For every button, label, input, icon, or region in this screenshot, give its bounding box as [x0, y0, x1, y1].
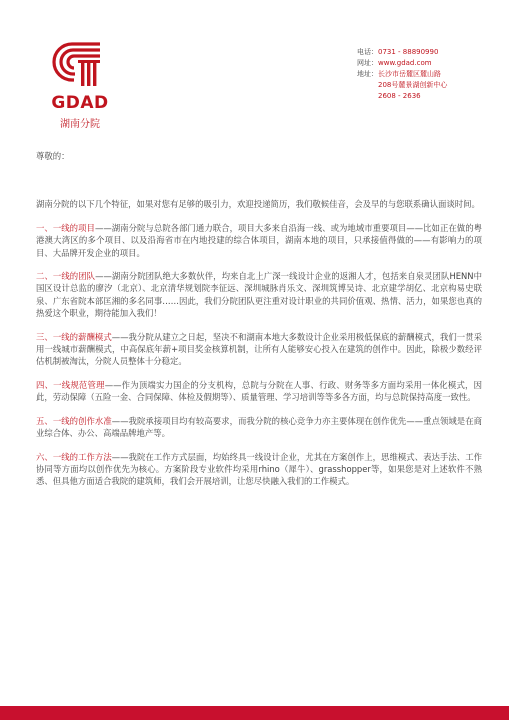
contact-info — [357, 47, 447, 102]
logo-subtitle: 湖南分院 — [60, 119, 100, 130]
paragraph-1: 一、一线的项目——湖南分院与总院各部门通力联合，项目大多来自沿海一线、或为地域市重要项目——比如正在做的粤港澳大湾区的多个项目、以及沿海省市在内地投建的综合体项目，湖南本地的项目，只承接值得做的——有影响力的项目、大品牌开发企业的项目。 — [36, 222, 483, 258]
paragraph-5: 五、一线的创作水准——我院承接项目均有较高要求，而我分院的核心竞争力亦主要体现在创作优先——重点领域是在商业综合体、办公、高端品牌地产等。 — [36, 415, 483, 439]
contact-phone: 电话：0731 - 88890990 — [357, 48, 439, 56]
gdad-logo — [40, 38, 120, 130]
paragraph-2: 二、一线的团队——湖南分院团队绝大多数伙伴，均来自北上广深一线设计企业的返湘人才，包括来自泉灵团队HENN中国区设计总监的廖汐（北京）、北京清华规划院李征远、深圳城脉肖乐文、深圳筑博吴诗、北京建学胡亿、北京构易史联泉、广东省院本部匡湘的多名同事……因此，我们分院团队更注重对设计职业的共同价值观、热情、活力，如果您也真的热爱这个职业，期待能加入我们！ — [36, 271, 482, 319]
gdad-logo-mark-icon — [50, 38, 106, 88]
paragraph-6: 六、一线的工作方法——我院在工作方式层面，均始终具一线设计企业，尤其在方案创作上，思维模式、表达手法、工作协同等方面均以创作优先为核心。方案阶段专业软件均采用rhino（犀牛）、grasshopper等，如果您是对上述软件不熟悉、但具他方面适合我院的建筑师，我们会开展培训，让您尽快融入我们的工作模式。 — [36, 451, 482, 487]
contact-address-line2: 208号麓景湖创新中心 — [378, 81, 448, 89]
paragraph-4: 四、一线规范管理——作为顶端实力国企的分支机构，总院与分院在人事、行政、财务等多方面均采用一体化模式，因此，劳动保障（五险一金、合同保障、体检及假期等）、质量管理、学习培训等等多各方面，均与总院保持高度一致性。 — [36, 379, 483, 403]
logo-wordmark: GDAD — [51, 93, 109, 113]
letter-body — [36, 150, 482, 499]
salutation: 尊敬的： — [36, 151, 70, 161]
intro-paragraph: 湖南分院的以下几个特征，如果对您有足够的吸引力，欢迎投递简历，我们敬候佳音，会及早的与您联系确认面谈时间。 — [36, 199, 480, 210]
paragraph-3: 三、一线的薪酬模式——我分院从建立之日起，坚决不和湖南本地大多数设计企业采用极低保底的薪酬模式，我们一贯采用一线城市薪酬模式，中高保底年薪+项目奖金核算机制，让所有人能够安心投入在建筑的创作中。因此，除极少数经评估机制被淘汰，分院人员整体十分稳定。 — [36, 331, 482, 367]
footer-bar — [0, 706, 509, 720]
contact-address: 地址：长沙市岳麓区麓山路 — [357, 70, 441, 78]
contact-address-line3: 2608 - 2636 — [378, 92, 421, 100]
contact-website: 网址：www.gdad.com — [357, 59, 432, 67]
